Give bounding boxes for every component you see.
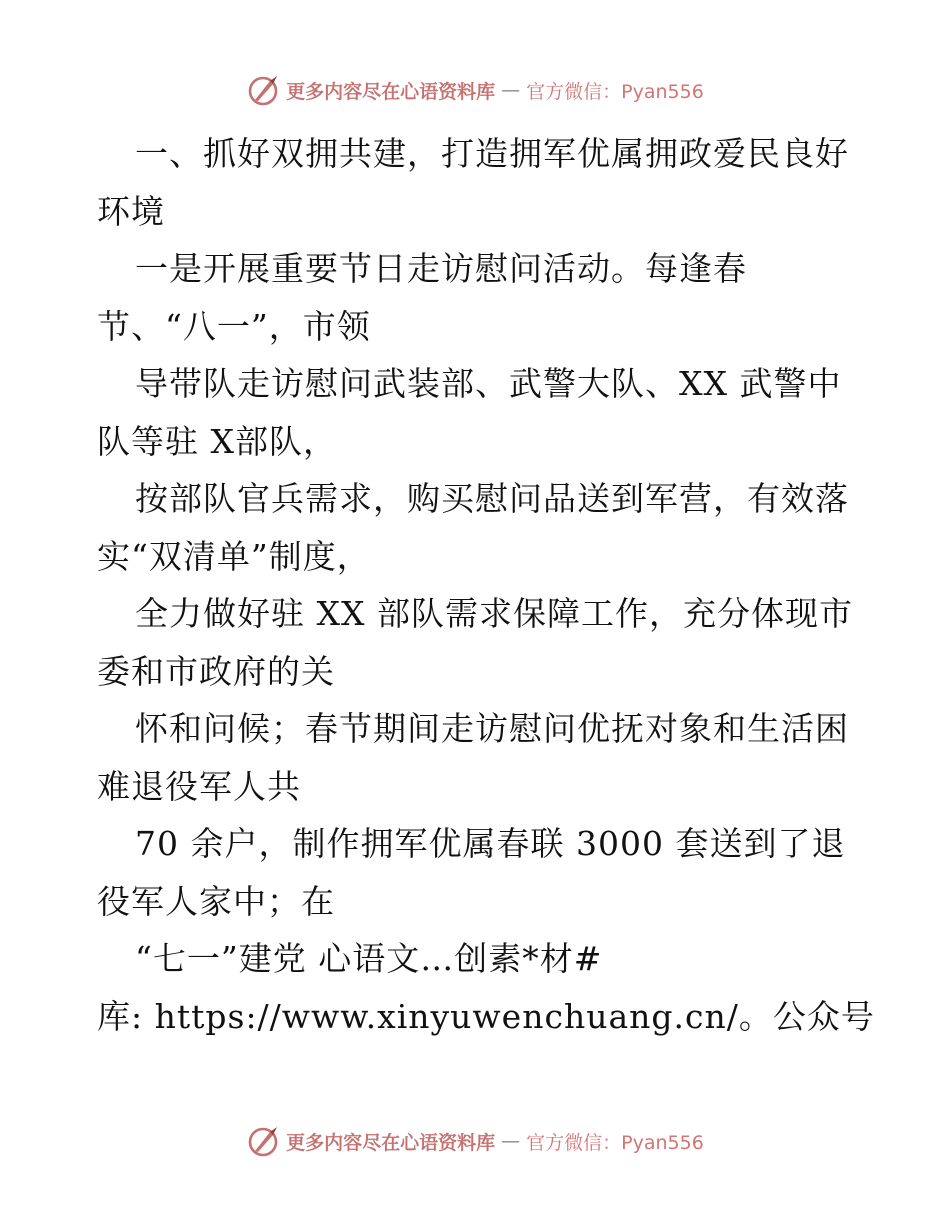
- body-line: 委和市政府的关: [97, 651, 335, 691]
- body-line: 实“双清单”制度，: [97, 536, 371, 576]
- body-line: 怀和问候；春节期间走访慰问优抚对象和生活困: [135, 709, 849, 748]
- body-line: 一、抓好双拥共建，打造拥军优属拥政爱民良好: [135, 134, 849, 173]
- quill-logo-icon: [246, 73, 280, 107]
- body-line: 70 余户，制作拥军优属春联 3000 套送到了退: [135, 824, 846, 863]
- body-line: 按部队官兵需求，购买慰问品送到军营，有效落: [135, 479, 849, 518]
- body-line: 全力做好驻 XX 部队需求保障工作，充分体现市: [135, 594, 853, 633]
- header-site-text: 更多内容尽在心语资料库: [286, 80, 496, 103]
- body-line: 队等驻 X部队，: [97, 421, 337, 461]
- body-line: 节、“八一”，市领: [97, 306, 371, 346]
- footer-banner: [0, 1121, 950, 1161]
- header-banner: [0, 70, 950, 110]
- body-line: 环境: [97, 191, 165, 231]
- body-line: 役军人家中；在: [97, 881, 335, 921]
- footer-wechat-text: 官方微信：Pyan556: [526, 1131, 704, 1154]
- body-line: “七一”建党 心语文…创素*材#: [135, 939, 603, 978]
- header-wechat-text: 官方微信：Pyan556: [526, 80, 704, 103]
- document-body: [97, 125, 875, 1045]
- footer-site-text: 更多内容尽在心语资料库: [286, 1131, 496, 1154]
- footer-separator: —: [501, 1130, 521, 1152]
- quill-logo-icon: [246, 1124, 280, 1158]
- body-line: 导带队走访慰问武装部、武警大队、XX 武警中: [135, 364, 842, 403]
- body-line: 库: https://www.xinyuwenchuang.cn/。公众号: [97, 996, 875, 1036]
- body-line: 一是开展重要节日走访慰问活动。每逢春: [135, 249, 747, 288]
- body-line: 难退役军人共: [97, 766, 301, 806]
- header-separator: —: [501, 79, 521, 101]
